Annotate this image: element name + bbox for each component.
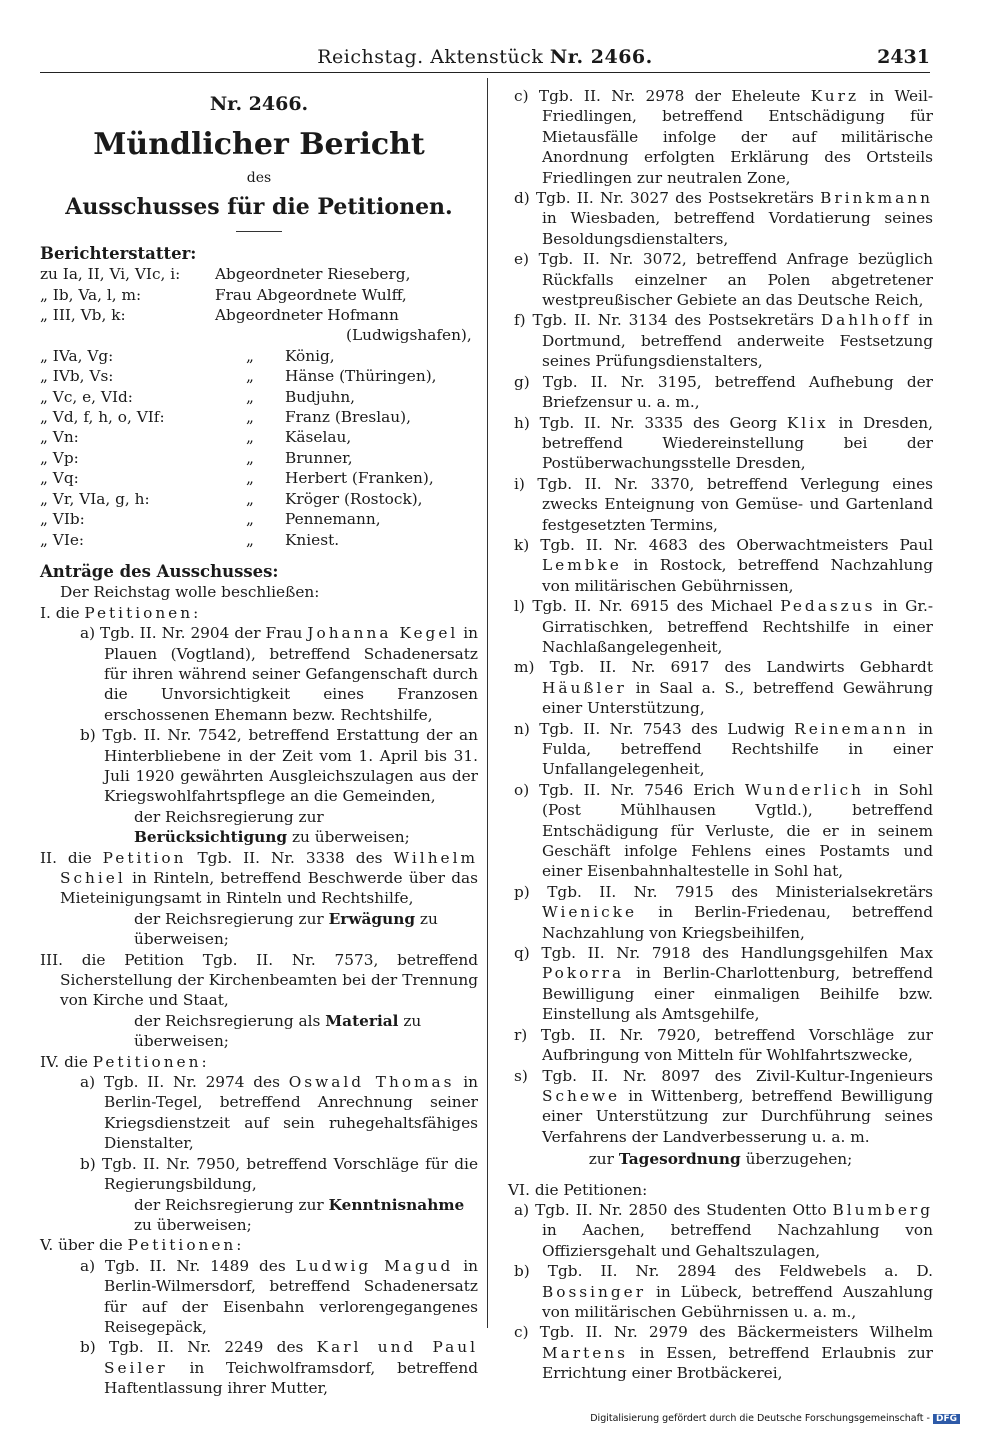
petition-item	[40, 1072, 478, 1154]
document-title: Mündlicher Bericht	[93, 127, 425, 163]
reporter-name: Kniest.	[285, 530, 340, 549]
text: a) Tgb. II. Nr. 2850 des Studenten Otto	[514, 1200, 833, 1219]
reporter-row	[40, 285, 478, 305]
title-block	[40, 94, 478, 232]
text: k) Tgb. II. Nr. 4683 des Oberwachtmeisters Paul	[514, 535, 933, 554]
reporter-place: (Ludwigshafen),	[346, 326, 472, 345]
resolution-conclusion	[40, 909, 478, 950]
petitioner-name: Kurz	[810, 87, 860, 105]
reporter-row	[40, 264, 478, 284]
petition-item	[508, 535, 933, 596]
text: g) Tgb. II. Nr. 3195, betreffend Aufhebung der Briefzensur u. a. m.,	[514, 372, 933, 412]
text: überzugehen;	[740, 1150, 853, 1169]
petition-item	[508, 413, 933, 474]
text: b) Tgb. II. Nr. 2894 des Feldwebels a. D.	[514, 1262, 933, 1281]
reporter-row	[40, 346, 478, 366]
reporters-heading: Berichterstatter:	[40, 243, 197, 263]
text: f) Tgb. II. Nr. 3134 des Postsekretärs	[514, 311, 821, 330]
text: :	[193, 603, 199, 622]
text: in Saal a. S., betreffend Gewährung einer Unterstützung,	[542, 678, 933, 718]
petitioner-name: Blumberg	[832, 1200, 933, 1219]
text: IV. die	[40, 1052, 93, 1071]
petition-item	[508, 943, 933, 1025]
section-II	[40, 848, 478, 909]
text: n) Tgb. II. Nr. 7543 des Ludwig	[514, 719, 795, 738]
bold-term: Erwägung	[328, 909, 416, 928]
reporter-ref: „ VIe:	[40, 530, 85, 549]
ditto-mark: „	[246, 448, 254, 467]
text: c) Tgb. II. Nr. 2979 des Bäckermeisters Wilhelm	[514, 1323, 933, 1342]
text: in Rinteln, betreffend Beschwerde über das Mieteinigungsamt in Rinteln und Rechtshilfe,	[60, 869, 478, 908]
text: in Berlin-Charlottenburg, betreffend Bewilligung einer einmaligen Beihilfe bzw. Einstellung als Amtsgehilfe,	[542, 964, 933, 1024]
ditto-mark: „	[246, 428, 254, 447]
ditto-mark: „	[246, 489, 254, 508]
title-rule	[236, 231, 282, 232]
reporter-row	[40, 489, 478, 509]
text: i) Tgb. II. Nr. 3370, betreffend Verlegung eines zwecks Enteignung von Gemüse- und Gartenland festgesetzten Termins,	[514, 474, 933, 534]
petitioner-name: Wienicke	[542, 903, 638, 922]
text: a) Tgb. II. Nr. 2974 des	[80, 1073, 289, 1092]
petitioner-name: Schewe	[542, 1086, 621, 1105]
reporter-ref: „ IVb, Vs:	[40, 367, 114, 386]
running-title	[40, 46, 930, 68]
resolution-conclusion	[508, 1147, 933, 1169]
petition-item	[508, 1322, 933, 1383]
bold-term: Berücksichtigung	[134, 828, 288, 847]
text: der Reichsregierung zur	[134, 807, 324, 826]
reporter-name: Franz (Breslau),	[285, 408, 411, 427]
reporter-row	[40, 427, 478, 447]
petitioner-name: Lembke	[542, 556, 622, 575]
text: c) Tgb. II. Nr. 2978 der Eheleute	[514, 87, 811, 105]
reporter-row	[40, 509, 478, 529]
antraege-heading: Anträge des Ausschusses:	[40, 561, 279, 581]
text: in Wittenberg, betreffend Bewilligung einer Unterstützung zur Durchführung seines Verfahrens der Landverbesserung u. a. m.	[542, 1086, 933, 1146]
petition-item	[40, 1256, 478, 1338]
petitioner-name: Bossinger	[542, 1282, 647, 1301]
text: a) Tgb. II. Nr. 1489 des	[80, 1256, 296, 1275]
text: d) Tgb. II. Nr. 3027 des Postsekretärs	[514, 189, 821, 208]
reporter-ref: „ Vr, VIa, g, h:	[40, 489, 150, 508]
petitioner-name: Klix	[786, 413, 829, 432]
running-title-text: Reichstag. Aktenstück	[317, 46, 550, 68]
reporter-ref: „ Vp:	[40, 448, 79, 467]
resolution-conclusion	[40, 1011, 478, 1052]
petitioner-name: Pedaszus	[780, 597, 876, 616]
reporter-ref: „ Vq:	[40, 469, 79, 488]
text: a) Tgb. II. Nr. 2904 der Frau	[80, 624, 308, 643]
text: II. die	[40, 848, 103, 867]
petition-item	[508, 657, 933, 718]
petitioner-name: Martens	[542, 1343, 628, 1362]
text: zu überweisen;	[134, 1215, 252, 1234]
page-header	[40, 40, 930, 70]
text: in Rostock, betreffend Nachzahlung von militärischen Gebührnissen,	[542, 556, 933, 595]
text: in Berlin-Friedenau, betreffend Nachzahlung von Kriegsbeihilfen,	[542, 903, 933, 942]
petitioner-name: Wilhelm Schiel	[60, 848, 478, 887]
text: in Lübeck, betreffend Auszahlung von militärischen Gebührnissen u. a. m.,	[542, 1282, 933, 1321]
left-column	[40, 86, 478, 1399]
footer-text: Digitalisierung gefördert durch die Deutsche Forschungsgemeinschaft -	[590, 1413, 930, 1424]
section-VI-heading: VI. die Petitionen:	[508, 1180, 648, 1199]
text: s) Tgb. II. Nr. 8097 des Zivil-Kultur-Ingenieurs	[514, 1066, 933, 1085]
reporters-list	[40, 264, 478, 550]
petition-item	[508, 596, 933, 657]
reporter-ref: „ VIb:	[40, 510, 85, 529]
text: p) Tgb. II. Nr. 7915 des Ministerialsekretärs	[514, 882, 933, 901]
petition-item	[508, 882, 933, 943]
text: l) Tgb. II. Nr. 6915 des Michael	[514, 597, 781, 616]
spaced-text: Petitionen	[127, 1236, 237, 1255]
petition-item	[508, 780, 933, 882]
reporter-name: Brunner,	[285, 448, 353, 467]
reporter-name: Frau Abgeordnete Wulff,	[215, 285, 407, 304]
text: zu überweisen;	[134, 909, 438, 949]
reporter-ref: „ Ib, Va, l, m:	[40, 285, 142, 304]
reporter-name: Abgeordneter Hofmann	[215, 306, 399, 325]
reporter-row	[40, 387, 478, 407]
petition-item	[508, 1200, 933, 1261]
text: in Berlin-Wilmersdorf, betreffend Schadenersatz für auf der Eisenbahn verlorengegangenes Reisegepäck,	[104, 1256, 478, 1336]
petition-item	[508, 188, 933, 249]
bold-term: Tagesordnung	[618, 1150, 741, 1169]
text: in Dortmund, betreffend anderweite Festsetzung seines Prüfungsdienstalters,	[542, 311, 933, 371]
reporter-name: Käselau,	[285, 428, 352, 447]
text: der Reichsregierung zur	[134, 909, 329, 928]
petitioner-name: Ludwig Magud	[295, 1256, 454, 1275]
reporter-row	[40, 407, 478, 427]
reporter-row	[40, 468, 478, 488]
ditto-mark: „	[246, 469, 254, 488]
ditto-mark: „	[246, 510, 254, 529]
petitioner-name: Häußler	[542, 678, 627, 697]
text: zu überweisen;	[134, 1011, 422, 1051]
resolution-conclusion	[40, 1195, 478, 1236]
petition-item	[508, 249, 933, 310]
reporter-ref: „ Vd, f, h, o, VIf:	[40, 408, 165, 427]
document-subtitle: Ausschusses für die Petitionen.	[65, 193, 453, 220]
petitioner-name: Oswald Thomas	[288, 1073, 455, 1092]
text: Tgb. II. Nr. 3338 des	[186, 848, 394, 867]
text: :	[201, 1052, 207, 1071]
text: e) Tgb. II. Nr. 3072, betreffend Anfrage bezüglich Rückfalls einzelner an Polen abgetretener westpreußischer Gebiete an das Deutsche Reich,	[514, 250, 933, 310]
ditto-mark: „	[246, 367, 254, 386]
section-IV-heading	[40, 1052, 478, 1072]
reporter-row	[40, 448, 478, 468]
text: r) Tgb. II. Nr. 7920, betreffend Vorschläge zur Aufbringung von Mitteln für Wohlfahrtszwecke,	[514, 1025, 933, 1065]
petition-item	[40, 1337, 478, 1398]
text: in Sohl (Post Mühlhausen Vgtld.), betreffend Entschädigung für Verluste, die er in seinem Geschäft infolge Fehlens eines Postamts und einer Eisenbahnhaltestelle in Sohl hat,	[542, 780, 933, 881]
petition-item	[508, 1261, 933, 1322]
petitioner-name: Pokorra	[542, 964, 625, 983]
text: m) Tgb. II. Nr. 6917 des Landwirts Gebhardt	[514, 658, 933, 677]
reporter-name: König,	[285, 346, 335, 365]
petitioner-name: Wunderlich	[744, 780, 864, 799]
title-connector: des	[246, 170, 272, 187]
ditto-mark: „	[246, 387, 254, 406]
petitioner-name: Dahlhoff	[820, 311, 912, 330]
petition-item	[508, 310, 933, 371]
reporter-name: Hänse (Thüringen),	[285, 367, 437, 386]
dfg-logo-icon: DFG	[933, 1414, 960, 1424]
text: o) Tgb. II. Nr. 7546 Erich	[514, 780, 745, 799]
text: zur	[588, 1150, 619, 1169]
text: in Essen, betreffend Erlaubnis zur Errichtung einer Brotbäckerei,	[542, 1343, 933, 1383]
text: zu überweisen;	[287, 828, 410, 847]
page-number: 2431	[877, 46, 930, 68]
text: in Dresden, betreffend Wiedereinstellung bei der Postüberwachungsstelle Dresden,	[542, 413, 933, 473]
petition-item	[508, 372, 933, 413]
bold-term: Material	[325, 1011, 399, 1030]
petition-item	[508, 1025, 933, 1066]
reporter-name: Pennemann,	[285, 510, 381, 529]
resolution-conclusion	[40, 807, 478, 848]
reporter-name: Abgeordneter Rieseberg,	[215, 265, 411, 284]
text: q) Tgb. II. Nr. 7918 des Handlungsgehilfen Max	[514, 944, 933, 963]
document-number: Nr. 2466.	[209, 93, 309, 115]
section-III: III. die Petition Tgb. II. Nr. 7573, betreffend Sicherstellung der Kirchenbeamten bei der Trennung von Kirche und Staat,	[40, 950, 478, 1010]
reporter-row	[40, 530, 478, 550]
petition-item	[508, 719, 933, 780]
petition-item: b) Tgb. II. Nr. 7950, betreffend Vorschläge für die Regierungsbildung,	[80, 1154, 478, 1194]
petition-item	[508, 86, 933, 188]
text: in Wiesbaden, betreffend Vordatierung seines Besoldungsdienstalters,	[542, 209, 933, 248]
running-title-number: Nr. 2466.	[549, 46, 653, 68]
spaced-text: Petition	[102, 848, 187, 867]
text: I. die	[40, 603, 85, 622]
text: in Fulda, betreffend Rechtshilfe in einer Unfallangelegenheit,	[542, 719, 933, 779]
right-column	[508, 86, 933, 1384]
petition-item	[508, 474, 933, 535]
text: der Reichsregierung als	[134, 1011, 326, 1030]
reporter-ref: zu Ia, II, Vi, VIc, i:	[40, 265, 181, 284]
text: der Reichsregierung zur	[134, 1195, 329, 1214]
text: b) Tgb. II. Nr. 2249 des	[80, 1338, 317, 1357]
header-rule	[40, 72, 930, 73]
reporter-row	[40, 305, 478, 325]
petitioner-name: Reinemann	[794, 719, 909, 738]
text: in Teichwolframsdorf, betreffend Haftentlassung ihrer Mutter,	[104, 1358, 478, 1398]
ditto-mark: „	[246, 408, 254, 427]
section-I-heading	[40, 603, 478, 623]
reporter-name: Herbert (Franken),	[285, 469, 434, 488]
petitioner-name: Brinkmann	[820, 189, 933, 208]
column-divider	[487, 78, 488, 1328]
section-V-heading	[40, 1235, 478, 1255]
reporter-ref: „ IVa, Vg:	[40, 346, 114, 365]
text: in Weil-Friedlingen, betreffend Entschädigung für Mietausfälle infolge der auf militärische Anordnung erfolgten Erklärung des Ortsteils Friedlingen zur neutralen Zone,	[542, 87, 934, 187]
reporter-ref: „ Vc, e, VId:	[40, 387, 133, 406]
petition-item	[40, 623, 478, 725]
reporter-name: Kröger (Rostock),	[285, 489, 423, 508]
petition-item	[508, 1066, 933, 1148]
reporter-ref: „ III, Vb, k:	[40, 306, 126, 325]
text: V. über die	[40, 1236, 128, 1255]
ditto-mark: „	[246, 346, 254, 365]
bold-term: Kenntnisnahme	[328, 1195, 465, 1214]
petitioner-name: Karl und Paul Seiler	[104, 1338, 478, 1377]
text: in Plauen (Vogtland), betreffend Schadenersatz für ihren während seiner Gefangenschaft durch die Unvorsichtigkeit eines Franzosen erschossenen Ehemann bezw. Rechtshilfe,	[104, 624, 478, 724]
spacer	[508, 1170, 933, 1180]
text: in Gr.-Girratischken, betreffend Rechtshilfe in einer Nachlaßangelegenheit,	[542, 597, 933, 656]
reporter-name: Budjuhn,	[285, 387, 356, 406]
footer-credit	[590, 1413, 960, 1424]
text: :	[236, 1236, 242, 1255]
text: in Berlin-Tegel, betreffend Anrechnung seiner Kriegsdienstzeit auf sein ruhegehaltsfähiges Dienstalter,	[104, 1073, 478, 1153]
text: in Aachen, betreffend Nachzahlung von Offiziersgehalt und Gehaltszulagen,	[542, 1221, 933, 1260]
spaced-text: Petitionen	[84, 603, 194, 622]
text: h) Tgb. II. Nr. 3335 des Georg	[514, 413, 787, 432]
spaced-text: Petitionen	[92, 1052, 202, 1071]
resolution-intro: Der Reichstag wolle beschließen:	[60, 583, 320, 602]
petitioner-name: Johanna Kegel	[307, 624, 459, 643]
reporter-ref: „ Vn:	[40, 428, 79, 447]
petition-item: b) Tgb. II. Nr. 7542, betreffend Erstattung der an Hinterbliebene in der Zeit vom 1. April bis 31. Juli 1920 gewährten Ausgleichszulagen aus der Kriegswohlfahrtspflege an die Gemeinden,	[80, 726, 478, 806]
reporter-row	[40, 366, 478, 386]
ditto-mark: „	[246, 530, 254, 549]
